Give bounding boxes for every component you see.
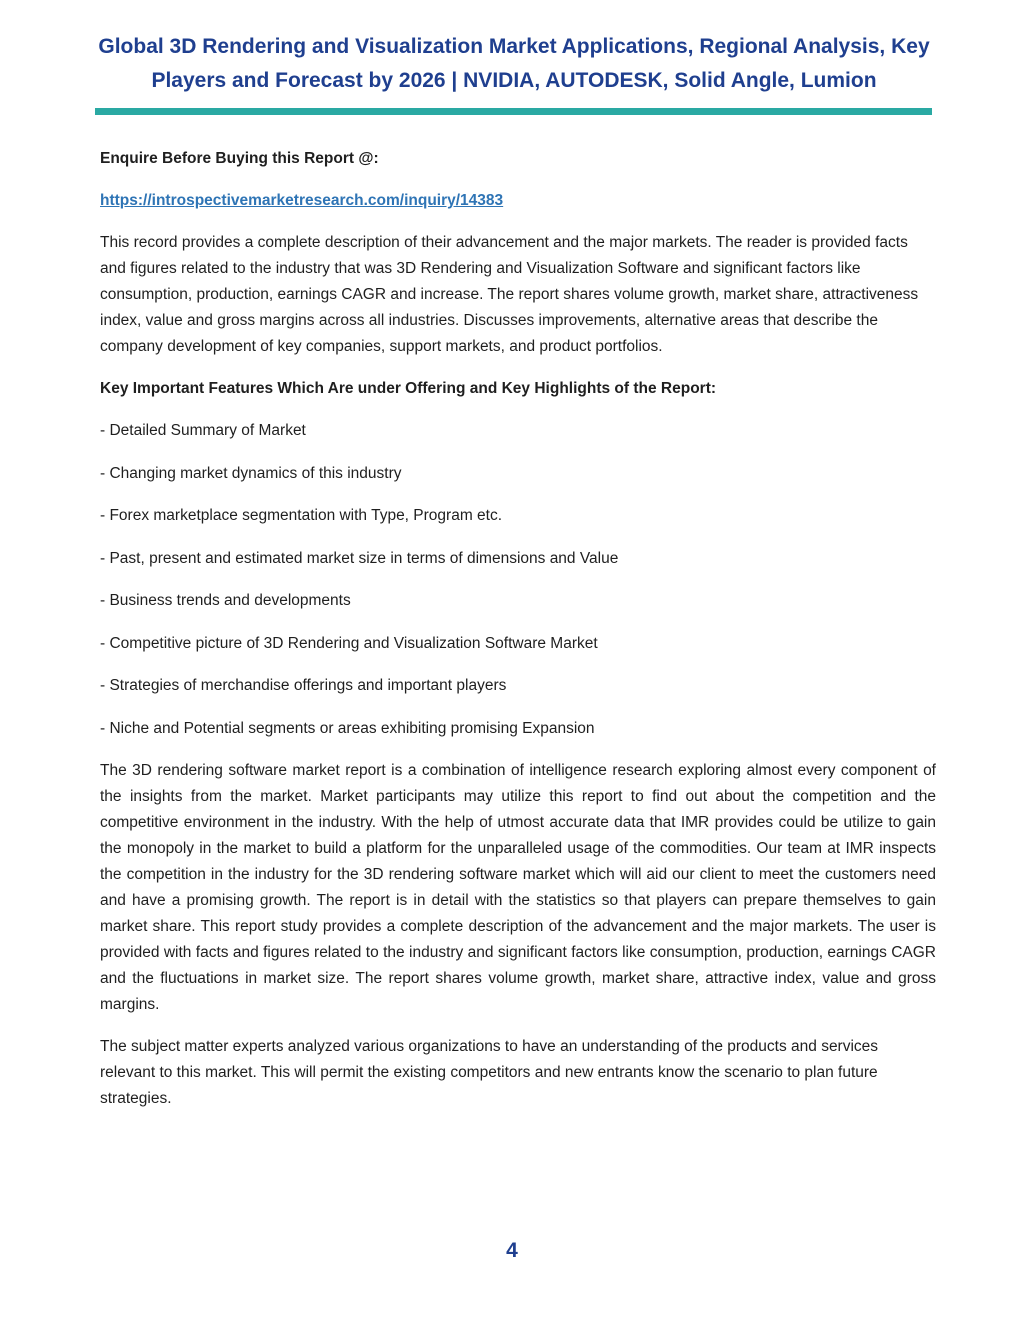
features-heading: Key Important Features Which Are under Offering and Key Highlights of the Report: [100, 380, 717, 397]
feature-item: - Forex marketplace segmentation with Type, Program etc. [100, 507, 503, 524]
feature-item: - Niche and Potential segments or areas exhibiting promising Expansion [100, 719, 595, 737]
intro-paragraph: This record provides a complete description of their advancement and the major markets. The reader is provided facts and figures related to the industry that was 3D Rendering and Visualization Software and significant factors like consumption, production, earnings CAGR and increase. The report shares volume growth, market share, attractiveness index, value and gross margins across all industries. Discusses improvements, alternative areas that describe the company development of key companies, support markets, and product portfolios. [100, 234, 919, 355]
page-number: 4 [506, 1239, 518, 1262]
header-title-line-2: Players and Forecast by 2026 | NVIDIA, AUTODESK, Solid Angle, Lumion [151, 69, 877, 92]
closing-paragraph: The subject matter experts analyzed various organizations to have an understanding of the products and services relevant to this market. This will permit the existing competitors and new entrants know the scenario to plan future strategies. [100, 1038, 879, 1107]
inquiry-link[interactable]: https://introspectivemarketresearch.com/inquiry/14383 [100, 192, 504, 209]
document-body [100, 146, 936, 1128]
feature-item: - Detailed Summary of Market [100, 422, 306, 439]
header-title-line-1: Global 3D Rendering and Visualization Market Applications, Regional Analysis, Key [98, 35, 930, 58]
market-report-paragraph: The 3D rendering software market report is a combination of intelligence research exploring almost every component of the insights from the market. Market participants may utilize this report to find out about the competition and the competitive environment in the industry. With the help of utmost accurate data that IMR provides could be utilize to gain the monopoly in the market to build a platform for the unparalleled usage of the commodities. Our team at IMR inspects the competition in the industry for the 3D rendering software market which will aid our client to meet the customers need and have a promising growth. The report is in detail with the statistics so that players can prepare themselves to gain market share. This report study provides a complete description of the advancement and the major markets. The user is provided with facts and figures related to the industry and significant factors like consumption, production, earnings CAGR and the fluctuations in market size. The report shares volume growth, market share, attractive index, value and gross margins. [100, 762, 936, 1013]
feature-item: - Strategies of merchandise offerings and important players [100, 677, 507, 694]
enquire-label: Enquire Before Buying this Report @: [100, 150, 379, 167]
header-divider [95, 108, 932, 115]
feature-item: - Competitive picture of 3D Rendering and Visualization Software Market [100, 634, 598, 652]
feature-item: - Changing market dynamics of this industry [100, 464, 402, 482]
feature-item: - Business trends and developments [100, 592, 351, 609]
feature-item: - Past, present and estimated market size in terms of dimensions and Value [100, 549, 619, 567]
document-header [96, 30, 932, 98]
